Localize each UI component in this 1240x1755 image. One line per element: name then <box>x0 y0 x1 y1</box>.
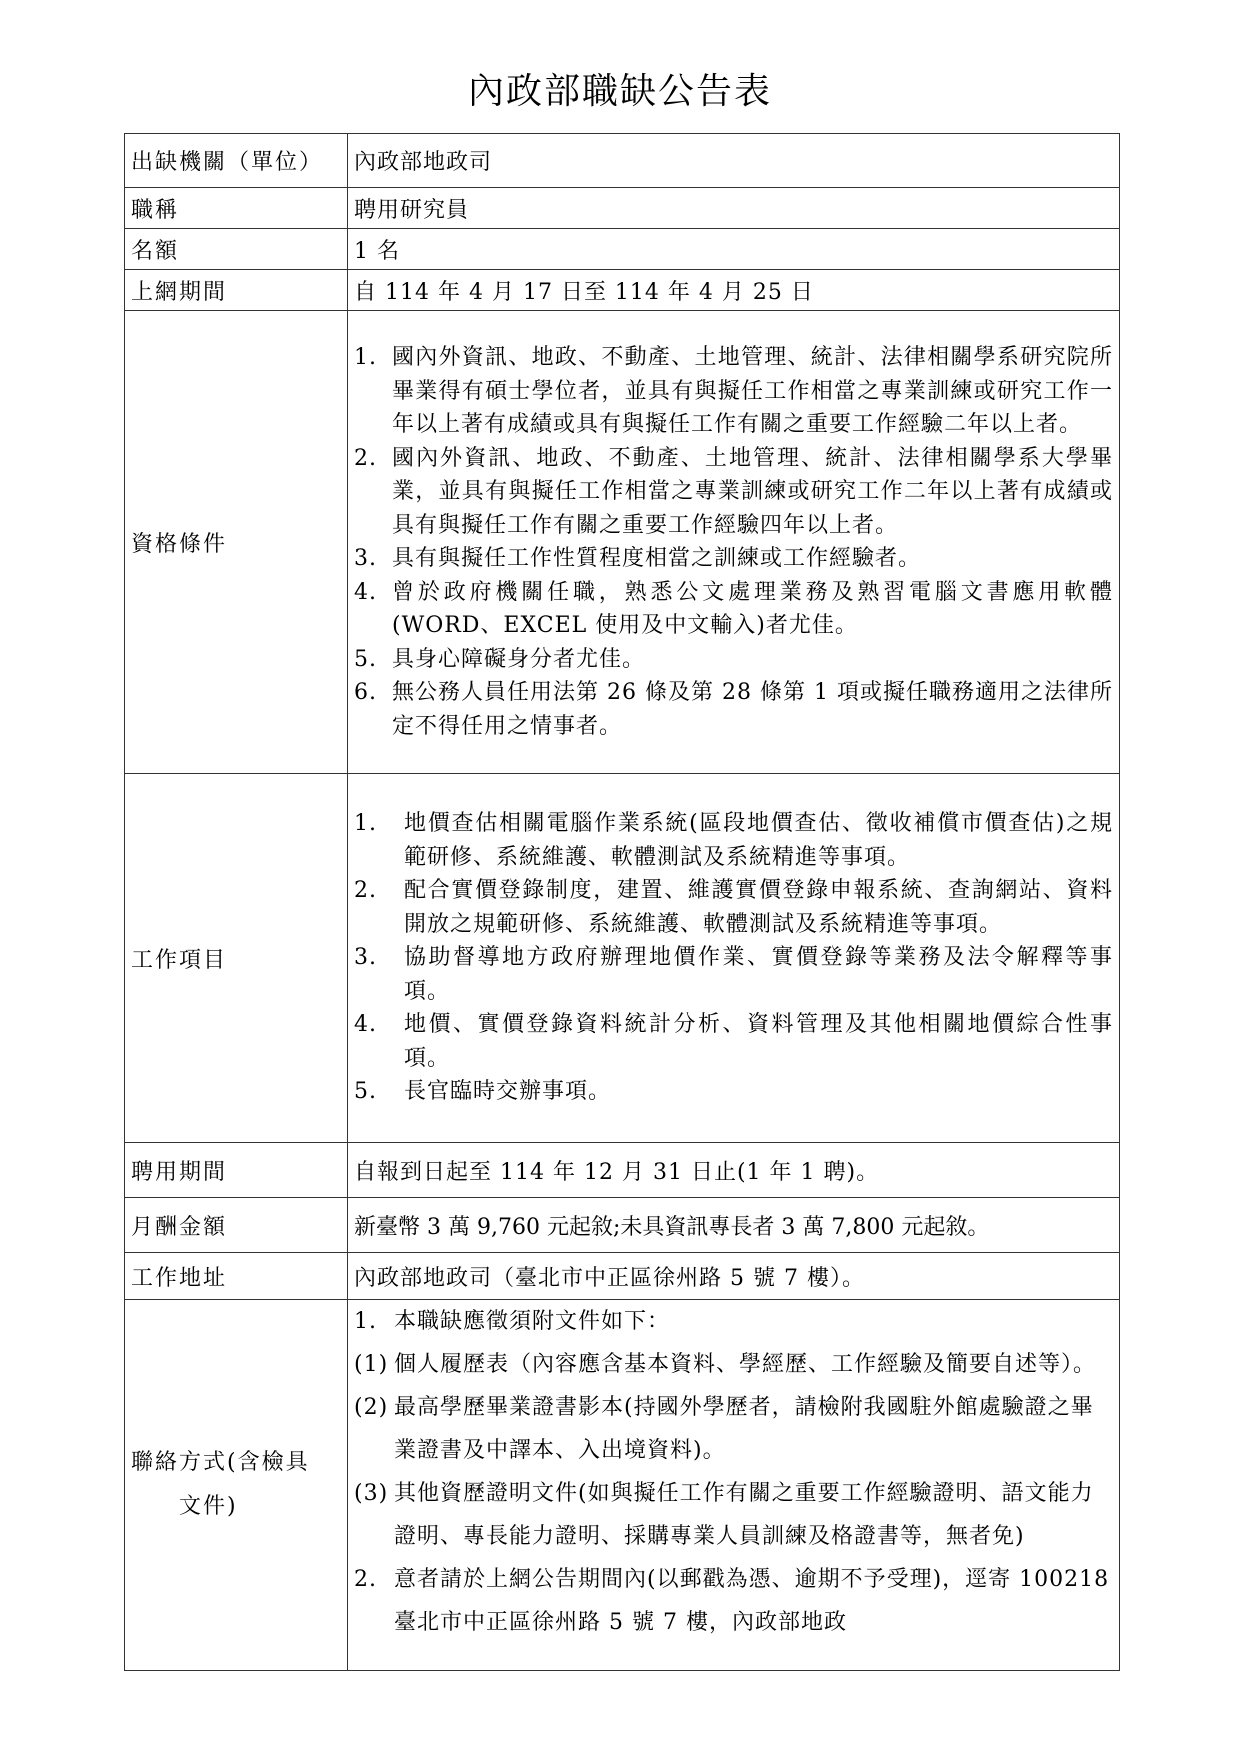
row-position <box>125 188 1120 229</box>
list-item: (3) 其他資歷證明文件(如與擬任工作有關之重要工作經驗證明、語文能力證明、專長能力證明、採購專業人員訓練及格證書等，無者免) <box>354 1481 1094 1549</box>
posting-period-label: 上網期間 <box>125 270 348 311</box>
list-item: 4. 曾於政府機關任職，熟悉公文處理業務及熟習電腦文書應用軟體(WORD、EXCEL 使用及中文輸入)者尤佳。 <box>354 579 1113 638</box>
salary-value: 新臺幣 3 萬 9,760 元起敘;未具資訊專長者 3 萬 7,800 元起敘。 <box>348 1198 1120 1253</box>
quota-label: 名額 <box>125 229 348 270</box>
list-item: 2. 國內外資訊、地政、不動產、土地管理、統計、法律相關學系大學畢業，並具有與擬任工作相當之專業訓練或研究工作二年以上著有成績或具有與擬任工作有關之重要工作經驗四年以上者。 <box>354 445 1113 538</box>
quota-value: 1 名 <box>348 229 1120 270</box>
job-vacancy-table <box>124 133 1120 1671</box>
duties-value <box>348 774 1120 1143</box>
list-item: (2) 最高學歷畢業證書影本(持國外學歷者，請檢附我國駐外館處驗證之畢業證書及中譯本、入出境資料)。 <box>354 1395 1094 1463</box>
address-label: 工作地址 <box>125 1253 348 1300</box>
position-value: 聘用研究員 <box>348 188 1120 229</box>
contact-label <box>125 1300 348 1671</box>
list-item: 3. 具有與擬任工作性質程度相當之訓練或工作經驗者。 <box>354 546 922 571</box>
duties-label: 工作項目 <box>125 774 348 1143</box>
row-qualifications <box>125 311 1120 774</box>
qualifications-value <box>348 311 1120 774</box>
row-contact <box>125 1300 1120 1671</box>
row-salary <box>125 1198 1120 1253</box>
salary-label: 月酬金額 <box>125 1198 348 1253</box>
row-employment-period <box>125 1143 1120 1198</box>
contact-label-line2: 文件) <box>179 1494 238 1519</box>
list-item: 1. 國內外資訊、地政、不動產、土地管理、統計、法律相關學系研究院所畢業得有碩士學位者，並具有與擬任工作相當之專業訓練或研究工作一年以上著有成績或具有與擬任工作有關之重要工作經驗二年以上者。 <box>354 345 1113 437</box>
contact-value <box>348 1300 1120 1671</box>
position-label: 職稱 <box>125 188 348 229</box>
row-address <box>125 1253 1120 1300</box>
list-item: 2. 意者請於上網公告期間內(以郵戳為憑、逾期不予受理)，逕寄 100218 臺北市中正區徐州路 5 號 7 樓，內政部地政 <box>354 1567 1110 1635</box>
address-value: 內政部地政司（臺北市中正區徐州路 5 號 7 樓）。 <box>348 1253 1120 1300</box>
row-quota <box>125 229 1120 270</box>
row-agency <box>125 134 1120 188</box>
qualifications-label: 資格條件 <box>125 311 348 774</box>
list-item: 5. 具身心障礙身分者尤佳。 <box>354 646 646 672</box>
row-posting-period <box>125 270 1120 311</box>
list-item: (1) 個人履歷表（內容應含基本資料、學經歷、工作經驗及簡要自述等）。 <box>354 1352 1097 1377</box>
agency-label: 出缺機關（單位） <box>125 134 348 188</box>
contact-intro: 1. 本職缺應徵須附文件如下： <box>354 1309 671 1334</box>
list-item: 1. 地價查估相關電腦作業系統(區段地價查估、徵收補償市價查估)之規範研修、系統維護、軟體測試及系統精進等事項。 <box>354 811 1113 870</box>
list-item: 5. 長官臨時交辦事項。 <box>354 1079 612 1105</box>
agency-value: 內政部地政司 <box>348 134 1120 188</box>
posting-period-value: 自 114 年 4 月 17 日至 114 年 4 月 25 日 <box>348 270 1120 311</box>
list-item: 2. 配合實價登錄制度，建置、維護實價登錄申報系統、查詢網站、資料開放之規範研修、系統維護、軟體測試及系統精進等事項。 <box>354 878 1113 937</box>
list-item: 3. 協助督導地方政府辦理地價作業、實價登錄等業務及法令解釋等事項。 <box>354 945 1113 1004</box>
list-item: 6. 無公務人員任用法第 26 條及第 28 條第 1 項或擬任職務適用之法律所定不得任用之情事者。 <box>354 680 1113 739</box>
row-duties <box>125 774 1120 1143</box>
employment-period-label: 聘用期間 <box>125 1143 348 1198</box>
document-title: 內政部職缺公告表 <box>467 71 772 112</box>
employment-period-value: 自報到日起至 114 年 12 月 31 日止(1 年 1 聘)。 <box>348 1143 1120 1198</box>
contact-label-line1: 聯絡方式(含檢具 <box>131 1450 310 1475</box>
list-item: 4. 地價、實價登錄資料統計分析、資料管理及其他相關地價綜合性事項。 <box>354 1012 1113 1071</box>
